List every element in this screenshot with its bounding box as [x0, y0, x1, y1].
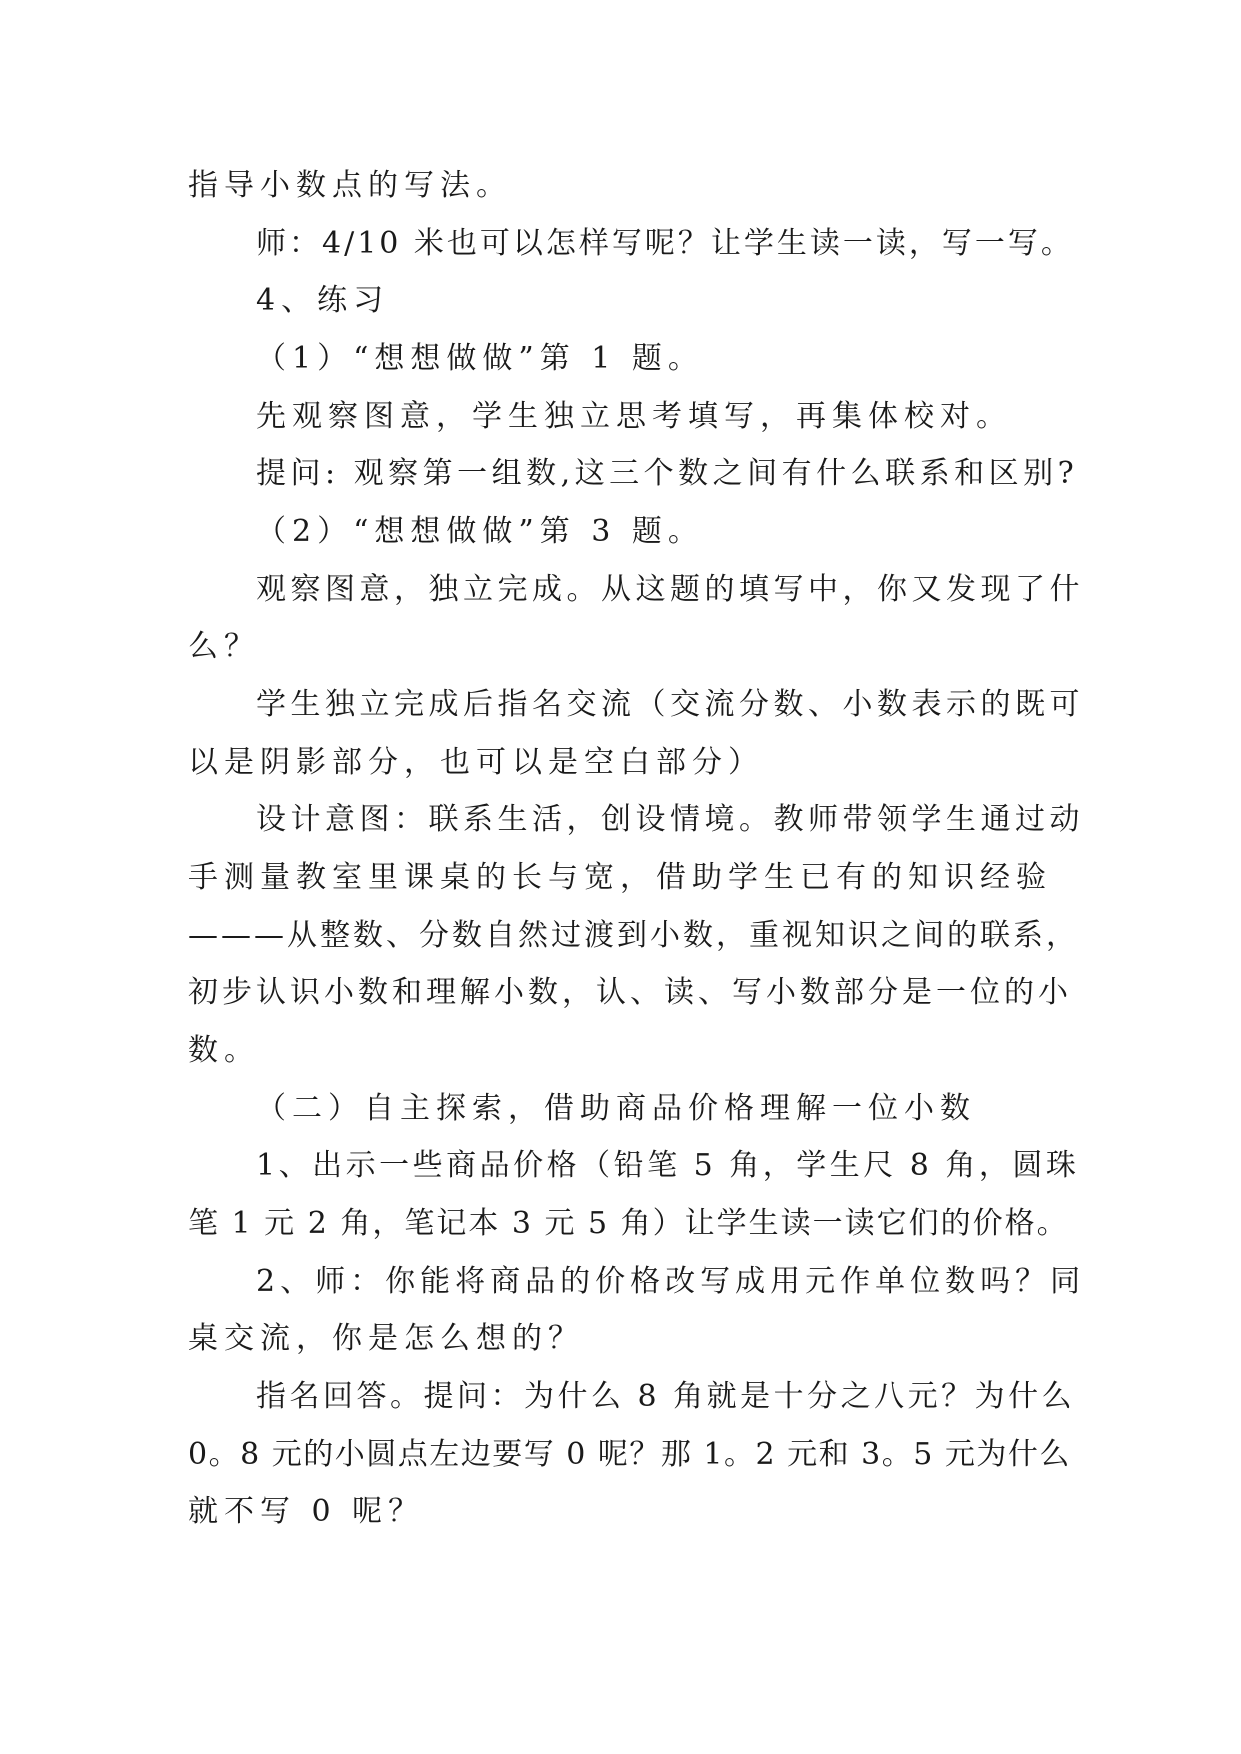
text-line: 师：4/10 米也可以怎样写呢？让学生读一读，写一写。	[256, 226, 1074, 261]
text-line: 4、练习	[256, 283, 390, 318]
text-line: 手测量教室里课桌的长与宽，借助学生已有的知识经验	[188, 860, 1052, 895]
text-line: 初步认识小数和理解小数，认、读、写小数部分是一位的小	[188, 975, 1072, 1010]
text-line: 先观察图意，学生独立思考填写，再集体校对。	[256, 399, 1012, 434]
text-line: 指导小数点的写法。	[188, 168, 512, 203]
section-heading: （二）自主探索，借助商品价格理解一位小数	[256, 1091, 976, 1126]
text-line: （1）“想想做做”第 1 题。	[256, 341, 704, 376]
text-line: 以是阴影部分，也可以是空白部分）	[188, 745, 764, 780]
text-line: （2）“想想做做”第 3 题。	[256, 514, 704, 549]
text-line: 笔 1 元 2 角，笔记本 3 元 5 角）让学生读一读它们的价格。	[188, 1206, 1069, 1241]
text-line: 观察图意，独立完成。从这题的填写中，你又发现了什	[256, 572, 1084, 607]
text-line: 数。	[188, 1033, 260, 1068]
text-line: 1、出示一些商品价格（铅笔 5 角，学生尺 8 角，圆珠	[256, 1148, 1080, 1183]
text-line: 2、师：你能将商品的价格改写成用元作单位数吗？同	[256, 1264, 1086, 1299]
text-line: 提问: 观察第一组数,这三个数之间有什么联系和区别?	[256, 456, 1079, 491]
text-line: 桌交流，你是怎么想的？	[188, 1321, 584, 1356]
text-line: ———从整数、分数自然过渡到小数，重视知识之间的联系，	[188, 918, 1079, 953]
text-line: 么？	[188, 629, 260, 664]
text-line: 设计意图：联系生活，创设情境。教师带领学生通过动	[256, 802, 1084, 837]
text-line: 指名回答。提问：为什么 8 角就是十分之八元？为什么	[256, 1379, 1076, 1414]
text-line: 就不写 0 呢？	[188, 1494, 425, 1529]
text-line: 学生独立完成后指名交流（交流分数、小数表示的既可	[256, 687, 1084, 722]
text-line: 0。8 元的小圆点左边要写 0 呢？那 1。2 元和 3。5 元为什么	[188, 1437, 1071, 1472]
